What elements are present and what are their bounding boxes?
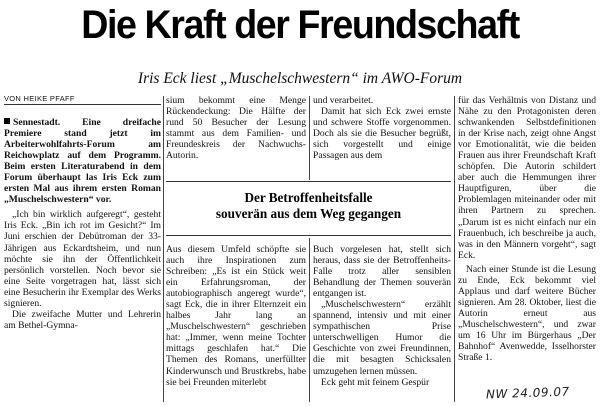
- infobox-line-1: Der Betroffenheitsfalle: [244, 190, 373, 205]
- handwritten-date-note: NW 24.09.07: [485, 384, 570, 402]
- column-1: [4, 117, 161, 331]
- column-rule: [163, 96, 164, 402]
- paragraph: Nach einer Stunde ist die Lesung zu Ende, Eck bekommt viel Applaus und darf weitere Bücher signieren. Am 28. Oktober, liest die Autorin erneut aus „Muschelschwestern“, und zwar um 16 Uhr im Bürgerhaus „Der Bahnhof“ Avenwedde, Isselhorster Straße 1.: [458, 263, 596, 364]
- paragraph: sium bekommt eine Menge Rückendeckung: Die Hälfte der rund 50 Besucher der Lesung stammt aus dem Familien- und Freundeskreis der Nachwuchs-Autorin.: [166, 95, 306, 162]
- paragraph: Eck geht mit feinem Gespür: [321, 376, 430, 388]
- paragraph: „Ich bin wirklich aufgeregt“, gesteht Iris Eck. „Bin ich rot im Gesicht?“ Im Juni erschien der Debütroman der 33-Jährigen aus Eckardtsheim, und nun möchte sie ihn der Öffentlichkeit persönlich vorstellen. Noch bevor sie eine Seite vorgetragen hat, lässt sich eine Besucherin ihr Exemplar des Werks signieren.: [4, 209, 161, 309]
- column-4: [458, 95, 596, 363]
- column-3-top: [313, 95, 451, 161]
- bullet-square-icon: [4, 118, 10, 124]
- paragraph: Aus diesem Umfeld schöpfte sie auch ihre Inspirationen zum Schreiben: „Es ist ein Stück weit ein Erfahrungsroman, der autobiographisch angeregt wurde“, sagt Eck, die in ihrer Elternzeit ein halbes Jahr lang an „Muschelschwestern“ geschrieben hat: „Immer, wenn meine Tochter mittags geschlafen hat.“ Die Themen des Romans, unerfüllter Kinderwunsch und Brustkrebs, habe sie bei Freunden miterlebt: [166, 244, 306, 388]
- column-rule: [309, 238, 310, 402]
- column-2-bottom: [166, 244, 306, 388]
- headline: Die Kraft der Freundschaft: [81, 3, 519, 47]
- infobox-line-2: souverän aus dem Weg gegangen: [215, 206, 402, 221]
- column-rule: [309, 96, 310, 180]
- paragraph: Die zweifache Mutter und Lehrerin am Bethel-Gymna-: [4, 308, 161, 331]
- paragraph: Buch vorgelesen hat, stellt sich heraus, dass sie der Betroffenheits-Falle trotz aller sensiblen Behandlung der Themen souverän entgangen ist.: [313, 244, 451, 300]
- paragraph: und verarbeitet.: [313, 95, 374, 106]
- paragraph: für das Verhältnis von Distanz und Nähe zu den Protagonisten deren schwankenden Selbstdefinitionen in der Krise nach, zeigt ohne Angst vor Emotionalität, wie die beiden Frauen aus ihrer Freundschaft Kraft schöpfen. Die Autorin schildert aber auch die Hemmungen ihrer Hauptfiguren, über die Problemlagen miteinander oder mit ihren Partnern zu sprechen. „Darum ist es nicht einfach nur ein Frauenbuch, ich beschreibe ja auch, was in den Männern vorgeht“, sagt Eck.: [458, 95, 596, 261]
- infobox: [166, 183, 451, 233]
- subheadline: Iris Eck liest „Muschelschwestern“ im AWO-Forum: [137, 70, 463, 87]
- paragraph: Damit hat sich Eck zwei ernste und schwere Stoffe vorgenommen. Doch als sie die Besucher begrüßt, sich vorgestellt und einige Passagen aus dem: [313, 106, 451, 162]
- lead-text: Sennestadt. Eine dreifache Premiere stand jetzt im Arbeiterwohlfahrts-Forum am Reichowplatz auf dem Programm. Beim ersten Literaturabend in dem Forum überhaupt las Iris Eck zum ersten Mal aus ihrem ersten Roman „Muschelschwestern“ vor.: [4, 117, 161, 206]
- infobox-bottom-rule: [166, 235, 451, 236]
- byline-rule: [4, 104, 161, 105]
- paragraph: „Muschelschwestern“ erzählt spannend, intensiv und mit einer sympathischen Prise unterschwelligen Humor die Geschichte von zwei Freundinnen, die mit besagten Schicksalen umzugehen lernen müssen.: [313, 299, 451, 377]
- column-2-top: [166, 95, 306, 161]
- column-rule: [454, 96, 455, 402]
- infobox-top-rule: [166, 181, 451, 182]
- column-3-bottom: [313, 244, 451, 388]
- byline: VON HEIKE PFAFF: [4, 94, 75, 103]
- lead-paragraph: [4, 117, 161, 205]
